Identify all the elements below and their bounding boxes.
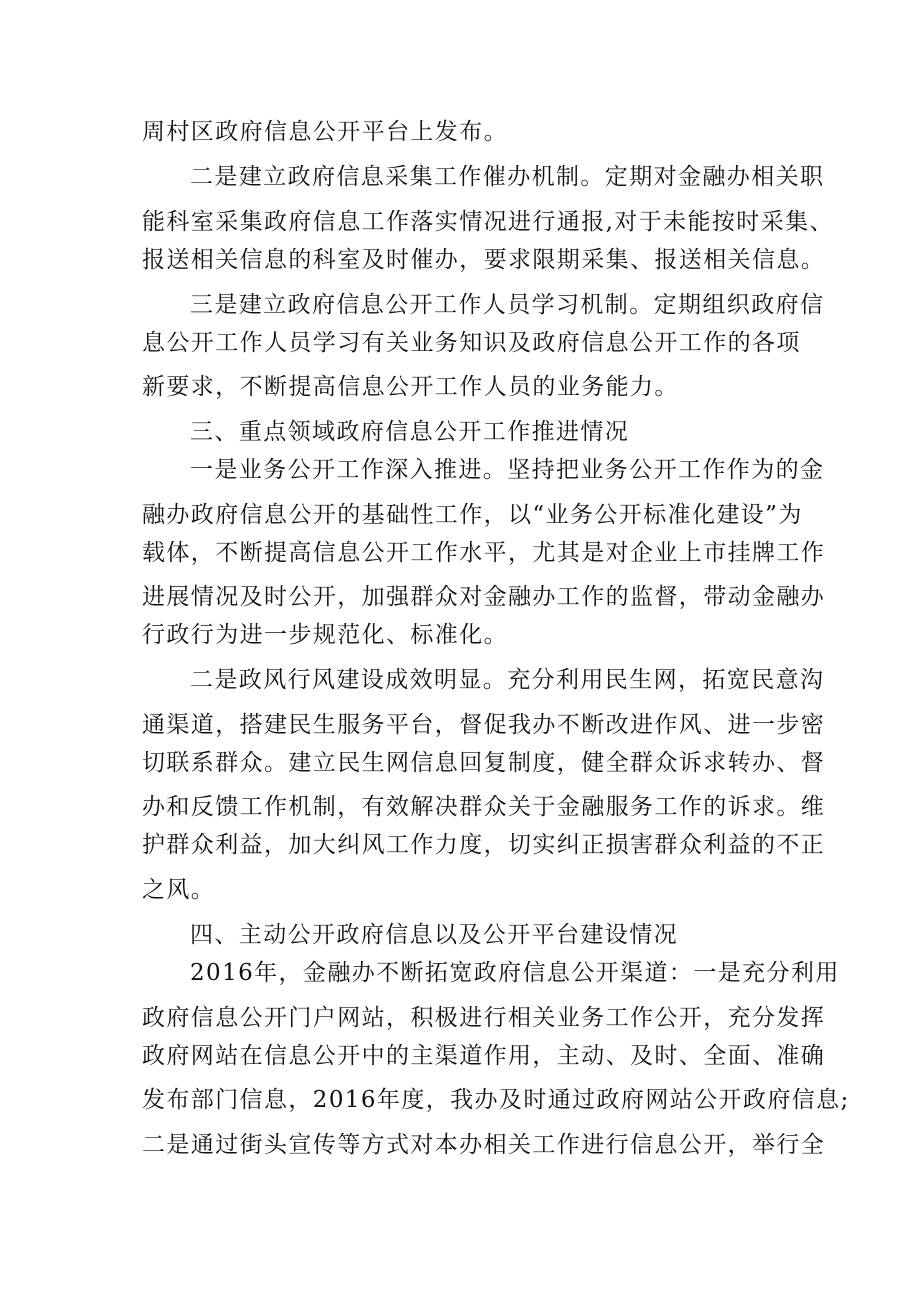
text-line: 通渠道，搭建民生服务平台，督促我办不断改进作风、进一步密 <box>142 712 826 738</box>
text-line: 之风。 <box>142 877 216 903</box>
text-line: 办和反馈工作机制，有效解决群众关于金融服务工作的诉求。维 <box>142 794 826 820</box>
text-line: 能科室采集政府信息工作落实情况进行通报,对于未能按时采集、 <box>142 209 834 235</box>
section-heading: 三、重点领域政府信息公开工作推进情况 <box>190 419 630 445</box>
text-line: 周村区政府信息公开平台上发布。 <box>142 119 508 145</box>
text-line: 二是通过街头宣传等方式对本办相关工作进行信息公开，举行全 <box>142 1132 826 1158</box>
text-line: 2016年，金融办不断拓宽政府信息公开渠道：一是充分利用 <box>190 960 840 986</box>
text-line: 行政行为进一步规范化、标准化。 <box>142 622 508 648</box>
text-line: 二是政风行风建设成效明显。充分利用民生网，拓宽民意沟 <box>190 667 825 693</box>
text-line: 切联系群众。建立民生网信息回复制度，健全群众诉求转办、督 <box>142 750 826 776</box>
text-line: 政府信息公开门户网站，积极进行相关业务工作公开，充分发挥 <box>142 1005 826 1031</box>
text-line: 护群众利益，加大纠风工作力度，切实纠正损害群众利益的不正 <box>142 832 826 858</box>
section-heading: 四、主动公开政府信息以及公开平台建设情况 <box>190 922 678 948</box>
text-line: 进展情况及时公开，加强群众对金融办工作的监督，带动金融办 <box>142 584 826 610</box>
text-line: 载体，不断提高信息公开工作水平，尤其是对企业上市挂牌工作 <box>142 540 826 566</box>
text-line: 政府网站在信息公开中的主渠道作用，主动、及时、全面、准确 <box>142 1043 826 1069</box>
text-line: 融办政府信息公开的基础性工作，以“业务公开标准化建设”为 <box>142 502 803 528</box>
text-line: 三是建立政府信息公开工作人员学习机制。定期组织政府信 <box>190 292 825 318</box>
text-line: 二是建立政府信息采集工作催办机制。定期对金融办相关职 <box>190 164 825 190</box>
text-line: 息公开工作人员学习有关业务知识及政府信息公开工作的各项 <box>142 330 801 356</box>
text-line: 新要求，不断提高信息公开工作人员的业务能力。 <box>142 374 679 400</box>
text-line: 发布部门信息，2016年度，我办及时通过政府网站公开政府信息; <box>142 1087 850 1113</box>
text-line: 一是业务公开工作深入推进。坚持把业务公开工作作为的金 <box>190 457 825 483</box>
text-line: 报送相关信息的科室及时催办，要求限期采集、报送相关信息。 <box>142 247 826 273</box>
